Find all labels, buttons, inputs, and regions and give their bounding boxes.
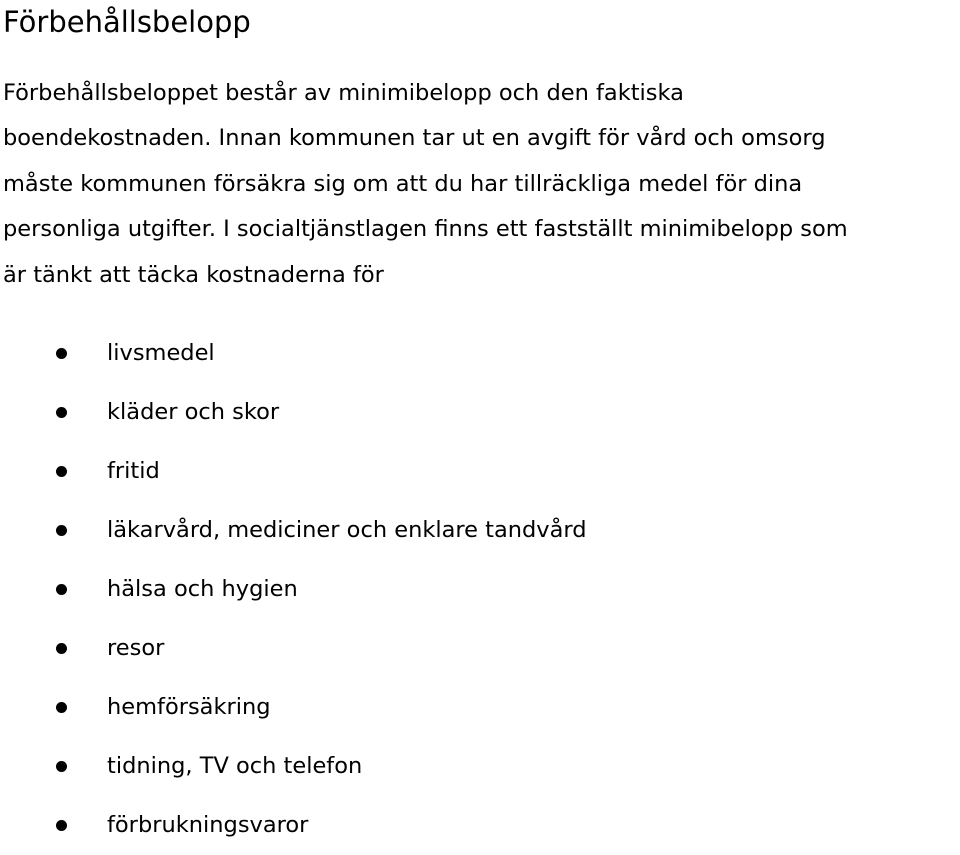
list-item: [0, 737, 960, 796]
bullet-icon: [56, 761, 67, 772]
list-item: [0, 324, 960, 383]
intro-line: boendekostnaden. Innan kommunen tar ut en avgift för vård och omsorg: [3, 125, 826, 152]
bullet-icon: [56, 584, 67, 595]
bullet-icon: [56, 525, 67, 536]
intro-line: måste kommunen försäkra sig om att du har tillräckliga medel för dina: [3, 170, 803, 197]
intro-line: är tänkt att täcka kostnaderna för: [3, 261, 384, 288]
list-item-text: hemförsäkring: [107, 694, 271, 720]
list-item: [0, 501, 960, 560]
expense-list: [0, 324, 960, 855]
bullet-icon: [56, 466, 67, 477]
list-item-text: hälsa och hygien: [107, 576, 298, 602]
bullet-icon: [56, 820, 67, 831]
list-item-text: kläder och skor: [107, 399, 280, 425]
list-item-text: tidning, TV och telefon: [107, 753, 363, 779]
list-item: [0, 383, 960, 442]
page-title: Förbehållsbelopp: [3, 5, 251, 39]
list-item: [0, 619, 960, 678]
intro-line: personliga utgifter. I socialtjänstlagen finns ett fastställt minimibelopp som: [3, 216, 848, 243]
bullet-icon: [56, 643, 67, 654]
bullet-icon: [56, 407, 67, 418]
bullet-icon: [56, 348, 67, 359]
list-item-text: fritid: [107, 458, 160, 484]
intro-paragraph: [3, 71, 958, 298]
list-item-text: livsmedel: [107, 340, 215, 366]
list-item: [0, 796, 960, 855]
list-item-text: läkarvård, mediciner och enklare tandvård: [107, 517, 587, 543]
list-item: [0, 442, 960, 501]
list-item: [0, 560, 960, 619]
intro-line: Förbehållsbeloppet består av minimibelopp och den faktiska: [3, 80, 684, 106]
list-item-text: resor: [107, 635, 165, 661]
bullet-icon: [56, 702, 67, 713]
list-item: [0, 678, 960, 737]
list-item-text: förbrukningsvaror: [107, 812, 309, 838]
